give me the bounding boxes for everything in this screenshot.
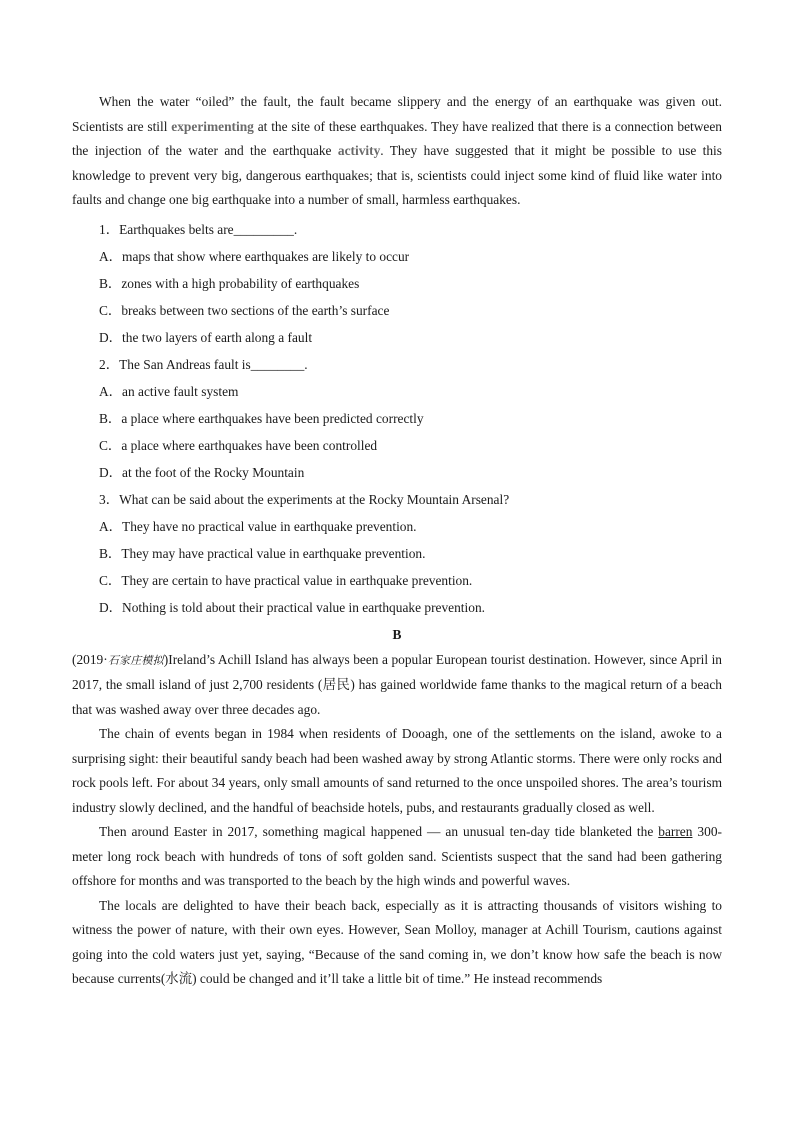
paragraph-text: When the water “oiled” the fault, the fault became slippery and the energy of an earthquake was given out. Scientists are still [72,94,722,134]
question-2 [72,351,722,486]
option-b: B．zones with a high probability of earthquakes [99,275,360,291]
passage-b-paragraph-3 [72,820,722,894]
passage-paragraph [72,90,722,213]
document-page [72,90,722,992]
paragraph-text: Ireland’s Achill Island has always been a popular European tourist destination. However, since April in 2017, the small island of just 2,700 residents (居民) has gained worldwide fame thanks to the magical return of a beach that was washed away over three decades ago. [72,651,723,717]
option-c: C．breaks between two sections of the earth’s surface [99,302,390,318]
paragraph-text: at the site of these earthquakes. They have realized that there is a connection between the injection of the water and the earthquake [72,118,722,158]
passage-b-paragraph-1 [72,648,722,723]
option-a: A．maps that show where earthquakes are likely to occur [99,248,410,264]
paragraph-text: Then around Easter in 2017, something magical happened — an unusual ten-day tide blanketed the [99,824,659,839]
passage-b-paragraph-4: The locals are delighted to have their beach back, especially as it is attracting thousands of visitors wishing to witness the power of nature, with their own eyes. However, Sean Molloy, manager at Achill Tourism, cautions against going into the cold waters just yet, saying, “Because of the sand coming in, we don’t know how safe the beach is now because currents(水流) could be changed and it’ll take a little bit of time.” He instead recommends [72,897,722,986]
highlighted-word: experimenting [171,118,254,134]
underlined-word: barren [658,824,693,839]
source-label: (2019· [72,651,108,667]
paragraph-text: . They have suggested that it might be possible to use this knowledge to prevent very big, dangerous earthquakes; that is, scientists could inject some kind of fluid like water into faults and change one big earthquake into a number of small, harmless earthquakes. [72,143,722,207]
paragraph-text: 300-meter long rock beach with hundreds of tons of soft golden sand. Scientists suspect that the sand had been gathering offshore for months and was transported to the beach by the high winds and powerful waves. [72,824,722,888]
source-label: ) [163,651,169,667]
section-heading: B [392,626,402,642]
option-d: D．the two layers of earth along a fault [99,329,313,345]
question-1 [72,216,722,351]
question-stem: 1．Earthquakes belts are_________. [99,221,298,237]
option-d: D．at the foot of the Rocky Mountain [99,464,305,480]
option-c: C．They are certain to have practical value in earthquake prevention. [99,572,473,588]
question-stem: 2．The San Andreas fault is________. [99,356,308,372]
source-name: 石家庄模拟 [107,654,164,667]
highlighted-word: activity [337,143,381,158]
option-b: B．a place where earthquakes have been predicted correctly [99,410,424,426]
option-d: D．Nothing is told about their practical value in earthquake prevention. [99,599,485,615]
option-c: C．a place where earthquakes have been controlled [99,437,378,453]
question-3 [72,486,722,621]
option-a: A．They have no practical value in earthquake prevention. [99,518,417,534]
option-a: A．an active fault system [99,383,239,399]
passage-b-paragraph-2: The chain of events began in 1984 when residents of Dooagh, one of the settlements on the island, awoke to a surprising sight: their beautiful sandy beach had been washed away by strong Atlantic storms. There were only rocks and rock pools left. For about 34 years, only small amounts of sand returned to the once unspoiled shores. The area’s tourism industry slowly declined, and the handful of beachside hotels, pubs, and restaurants gradually closed as well. [72,726,722,815]
option-b: B．They may have practical value in earthquake prevention. [99,545,426,561]
question-stem: 3．What can be said about the experiments at the Rocky Mountain Arsenal? [99,491,510,507]
